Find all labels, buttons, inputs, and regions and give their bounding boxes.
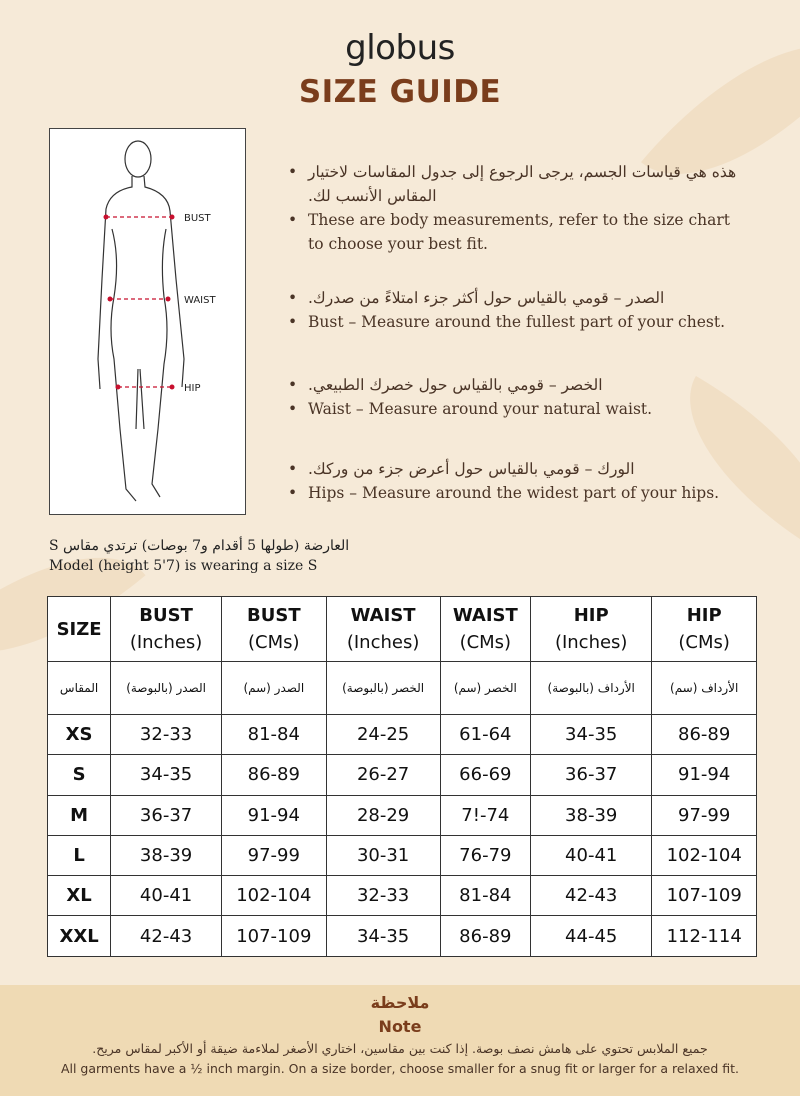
header-label: BUST	[247, 605, 301, 626]
column-header	[440, 597, 530, 662]
column-header-ar: الخصر (بالبوصة)	[326, 662, 440, 715]
measurement-cell: 107-109	[652, 876, 757, 916]
measurement-cell: 36-37	[531, 755, 652, 795]
table-row	[48, 916, 757, 956]
header-unit: (Inches)	[346, 632, 420, 653]
measurement-cell: 86-89	[652, 715, 757, 755]
page-title: SIZE GUIDE	[298, 74, 502, 110]
measurement-cell: 26-27	[326, 755, 440, 795]
bullet-group	[288, 286, 748, 334]
table-row	[48, 715, 757, 755]
measurement-cell: 30-31	[326, 835, 440, 875]
measurement-cell: 86-89	[440, 916, 530, 956]
note-text-ar: جميع الملابس تحتوي على هامش نصف بوصة. إذا كنت بين مقاسين، اختاري الأصغر لملاءمة ضيقة أو الأكبر لمقاس مريح.	[92, 1041, 708, 1056]
measurement-cell: 38-39	[111, 835, 222, 875]
column-header	[652, 597, 757, 662]
measurement-cell: 97-99	[652, 795, 757, 835]
measurement-cell: 76-79	[440, 835, 530, 875]
measurement-cell: 61-64	[440, 715, 530, 755]
column-header	[222, 597, 327, 662]
bullet-ar: • الورك – قومي بالقياس حول أعرض جزء من وركك.	[288, 457, 748, 481]
measurement-cell: 34-35	[531, 715, 652, 755]
measurement-cell: 42-43	[531, 876, 652, 916]
model-info-ar: العارضة (طولها 5 أقدام و7 بوصات) ترتدي مقاس S	[49, 538, 350, 554]
measurement-cell: 7!-74	[440, 795, 530, 835]
header-label: BUST	[139, 605, 193, 626]
column-header	[111, 597, 222, 662]
body-measurement-figure	[49, 128, 246, 515]
bullet-ar: • الصدر – قومي بالقياس حول أكثر جزء امتلاءً من صدرك.	[288, 286, 748, 310]
column-header	[48, 597, 111, 662]
brand-logo: globus	[345, 28, 455, 68]
bullet-en: • Hips – Measure around the widest part of your hips.	[288, 481, 748, 505]
table-row	[48, 755, 757, 795]
header-label: HIP	[573, 605, 609, 626]
note-title: Note	[378, 1017, 422, 1036]
header-unit: (Inches)	[129, 632, 203, 653]
header-label: WAIST	[350, 605, 416, 626]
bullet-ar: • هذه هي قياسات الجسم، يرجى الرجوع إلى جدول المقاسات لاختيار المقاس الأنسب لك.	[288, 160, 748, 208]
measurement-cell: 38-39	[531, 795, 652, 835]
column-header-ar: الخصر (سم)	[440, 662, 530, 715]
measurement-cell: 40-41	[111, 876, 222, 916]
header-unit: (Inches)	[554, 632, 628, 653]
column-header-ar: الصدر (بالبوصة)	[111, 662, 222, 715]
bust-label: BUST	[184, 213, 211, 224]
measurement-cell: 44-45	[531, 916, 652, 956]
measurement-cell: 42-43	[111, 916, 222, 956]
note-section	[0, 985, 800, 1096]
measurement-cell: 91-94	[222, 795, 327, 835]
model-info	[49, 536, 349, 576]
measurement-cell: 40-41	[531, 835, 652, 875]
size-cell: XXL	[48, 916, 111, 956]
measurement-cell: 97-99	[222, 835, 327, 875]
measurement-cell: 66-69	[440, 755, 530, 795]
bullet-group	[288, 373, 748, 421]
size-cell: XL	[48, 876, 111, 916]
size-cell: M	[48, 795, 111, 835]
header-label: HIP	[686, 605, 722, 626]
bullet-group	[288, 457, 748, 505]
column-header-ar: المقاس	[48, 662, 111, 715]
measurement-cell: 102-104	[222, 876, 327, 916]
bullet-en: • These are body measurements, refer to the size chart to choose your best fit.	[288, 208, 748, 256]
measurement-cell: 32-33	[326, 876, 440, 916]
measurement-cell: 34-35	[326, 916, 440, 956]
table-row	[48, 835, 757, 875]
measurement-cell: 81-84	[222, 715, 327, 755]
model-info-en: Model (height 5'7) is wearing a size S	[49, 558, 318, 574]
measurement-cell: 24-25	[326, 715, 440, 755]
table-row	[48, 795, 757, 835]
column-header	[531, 597, 652, 662]
header-unit: (CMs)	[248, 632, 300, 653]
size-cell: XS	[48, 715, 111, 755]
header-unit: (CMs)	[459, 632, 512, 653]
note-text: All garments have a ½ inch margin. On a size border, choose smaller for a snug fit or larger for a relaxed fit.	[60, 1061, 740, 1076]
header-label: WAIST	[452, 605, 518, 626]
size-cell: L	[48, 835, 111, 875]
measurement-cell: 107-109	[222, 916, 327, 956]
size-cell: S	[48, 755, 111, 795]
hip-label: HIP	[184, 383, 201, 394]
bullet-en: • Bust – Measure around the fullest part of your chest.	[288, 310, 748, 334]
measurement-cell: 32-33	[111, 715, 222, 755]
measurement-cell: 34-35	[111, 755, 222, 795]
header-unit: (CMs)	[678, 632, 730, 653]
measurement-cell: 91-94	[652, 755, 757, 795]
column-header-ar: الأرداف (بالبوصة)	[531, 662, 652, 715]
table-row	[48, 876, 757, 916]
bullet-en: • Waist – Measure around your natural waist.	[288, 397, 748, 421]
waist-label: WAIST	[184, 295, 216, 306]
measurement-cell: 112-114	[652, 916, 757, 956]
column-header	[326, 597, 440, 662]
measurement-cell: 28-29	[326, 795, 440, 835]
bullet-group	[288, 160, 748, 256]
column-header-ar: الأرداف (سم)	[652, 662, 757, 715]
note-title-ar: ملاحظة	[370, 993, 430, 1012]
measurement-cell: 102-104	[652, 835, 757, 875]
header-label: SIZE	[56, 618, 102, 640]
column-header-ar: الصدر (سم)	[222, 662, 327, 715]
bullet-ar: • الخصر – قومي بالقياس حول خصرك الطبيعي.	[288, 373, 748, 397]
measurement-cell: 81-84	[440, 876, 530, 916]
measurement-cell: 86-89	[222, 755, 327, 795]
measurement-cell: 36-37	[111, 795, 222, 835]
size-chart-table	[47, 596, 757, 957]
